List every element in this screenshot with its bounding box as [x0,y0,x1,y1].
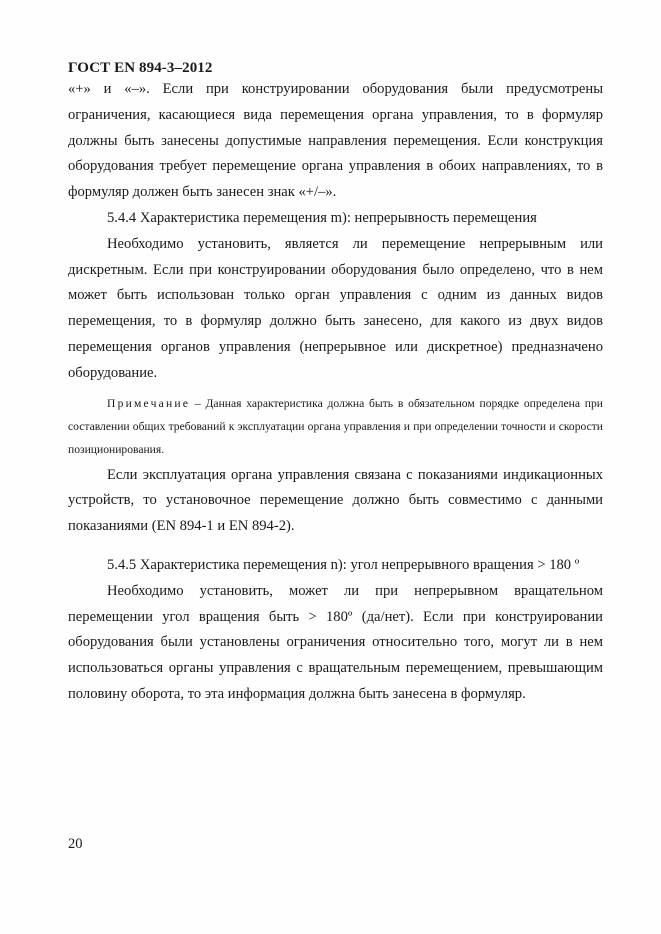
note-text: – Данная характеристика должна быть в обязательном порядке определена при составлении общих требований к эксплуатации органа управления и при определении точности и скорости позиционирования. [68,396,603,456]
paragraph-rotation: Необходимо установить, может ли при непрерывном вращательном перемещении угол вращения быть > 180º (да/нет). Если при конструировании оборудования были установлены ограничения относительно того, могут ли в нем использоваться органы управления с вращательным перемещением, превышающим половину оборота, то эта информация должна быть занесена в формуляр. [68,582,603,702]
document-header: ГОСТ EN 894-3–2012 [68,60,213,76]
section-heading-5-4-4: 5.4.4 Характеристика перемещения m): непрерывность перемещения [107,209,537,226]
note-label: Примечание [107,396,191,410]
note [68,392,603,461]
paragraph-continuation: «+» и «–». Если при конструировании оборудования были предусмотрены ограничения, касающиеся вида перемещения органа управления, то в формуляр должны быть занесены допустимые направления перемещения. Если конструкция оборудования требует перемещение органа управления в обоих направлениях, то в формуляр должен быть занесен знак «+/–». [68,81,603,201]
paragraph-continuity: Необходимо установить, является ли перемещение непрерывным или дискретным. Если при конструировании оборудования было определено, что в нем может быть использован только орган управления с одним из данных видов перемещения, то в формуляр должно быть занесено, для какого из двух видов перемещения органов управления (непрерывное или дискретное) предназначено оборудование. [68,235,603,381]
document-body [68,77,603,708]
paragraph-indicators: Если эксплуатация органа управления связана с показаниями индикационных устройств, то установочное перемещение должно быть совместимо с данными показаниями (EN 894-1 и EN 894-2). [68,466,603,535]
section-gap [68,540,603,553]
section-heading-5-4-5: 5.4.5 Характеристика перемещения n): угол непрерывного вращения > 180 º [107,556,580,573]
page-number: 20 [68,836,83,852]
